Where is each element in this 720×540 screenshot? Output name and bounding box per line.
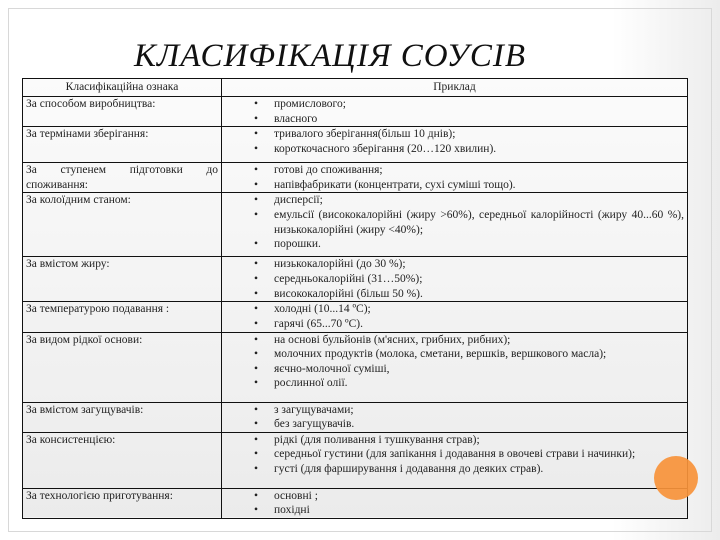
table-row xyxy=(23,193,688,257)
list-item: • молочних продуктів (молока, сметани, вершків, вершкового масла); xyxy=(250,347,684,362)
row-examples xyxy=(222,193,688,257)
table-row xyxy=(23,127,688,163)
row-label: За технологією приготування: xyxy=(23,488,222,518)
list-item: • тривалого зберігання(більш 10 днів); xyxy=(250,127,684,142)
list-item: • середньої густини (для запікання і додавання в овочеві страви і начинки); xyxy=(250,447,684,462)
list-item: • емульсії (висококалорійні (жиру >60%), середньої калорійності (жиру 40...60 %), низькокалорійні (жиру <40%); xyxy=(250,208,684,237)
list-item: • похідні xyxy=(250,503,684,518)
row-examples xyxy=(222,257,688,302)
example-list xyxy=(225,333,684,391)
header-example: Приклад xyxy=(222,79,688,97)
table-row xyxy=(23,402,688,432)
example-list xyxy=(225,97,684,126)
list-item: • короткочасного зберігання (20…120 хвилин). xyxy=(250,142,684,157)
table-header-row xyxy=(23,79,688,97)
table-row xyxy=(23,97,688,127)
header-feature: Класифікаційна ознака xyxy=(23,79,222,97)
example-list xyxy=(225,403,684,432)
row-examples xyxy=(222,163,688,193)
table-row xyxy=(23,488,688,518)
table-row xyxy=(23,257,688,302)
row-label: За вмістом загущувачів: xyxy=(23,402,222,432)
row-label: За видом рідкої основи: xyxy=(23,332,222,402)
example-list xyxy=(225,127,684,156)
row-label: За колоїдним станом: xyxy=(23,193,222,257)
table-row xyxy=(23,332,688,402)
row-label: За способом виробництва: xyxy=(23,97,222,127)
list-item: • з загущувачами; xyxy=(250,403,684,418)
list-item: • густі (для фарширування і додавання до деяких страв). xyxy=(250,462,684,477)
list-item: • висококалорійні (більш 50 %). xyxy=(250,287,684,302)
example-list xyxy=(225,163,684,192)
list-item: • низькокалорійні (до 30 %); xyxy=(250,257,684,272)
list-item: • середньокалорійні (31…50%); xyxy=(250,272,684,287)
table-row xyxy=(23,163,688,193)
row-label: За вмістом жиру: xyxy=(23,257,222,302)
row-label: За ступенем підготовки до споживання: xyxy=(23,163,222,193)
list-item: • яєчно-молочної суміші, xyxy=(250,362,684,377)
list-item: • рослинної олії. xyxy=(250,376,684,391)
row-examples xyxy=(222,127,688,163)
row-examples xyxy=(222,402,688,432)
example-list xyxy=(225,302,684,331)
list-item: • порошки. xyxy=(250,237,684,252)
example-list xyxy=(225,257,684,301)
row-label: За температурою подавання : xyxy=(23,302,222,332)
list-item: • холодні (10...14 ºС); xyxy=(250,302,684,317)
slide-title: КЛАСИФІКАЦІЯ СОУСІВ xyxy=(133,38,527,74)
list-item: • дисперсії; xyxy=(250,193,684,208)
example-list xyxy=(225,489,684,518)
table-row xyxy=(23,432,688,488)
list-item: • без загущувачів. xyxy=(250,417,684,432)
row-examples xyxy=(222,488,688,518)
row-label: За термінами зберігання: xyxy=(23,127,222,163)
row-label: За консистенцією: xyxy=(23,432,222,488)
row-examples xyxy=(222,432,688,488)
list-item: • напівфабрикати (концентрати, сухі суміші тощо). xyxy=(250,178,684,193)
table-row xyxy=(23,302,688,332)
row-examples xyxy=(222,302,688,332)
example-list xyxy=(225,193,684,251)
list-item: • власного xyxy=(250,112,684,127)
row-examples xyxy=(222,97,688,127)
list-item: • основні ; xyxy=(250,489,684,504)
list-item: • готові до споживання; xyxy=(250,163,684,178)
row-examples xyxy=(222,332,688,402)
list-item: • промислового; xyxy=(250,97,684,112)
list-item: • рідкі (для поливання і тушкування страв); xyxy=(250,433,684,448)
example-list xyxy=(225,433,684,477)
list-item: • гарячі (65...70 ºС). xyxy=(250,317,684,332)
decorative-orange-circle xyxy=(654,456,698,500)
sauce-classification-table xyxy=(22,78,688,519)
list-item: • на основі бульйонів (м'ясних, грибних, рибних); xyxy=(250,333,684,348)
